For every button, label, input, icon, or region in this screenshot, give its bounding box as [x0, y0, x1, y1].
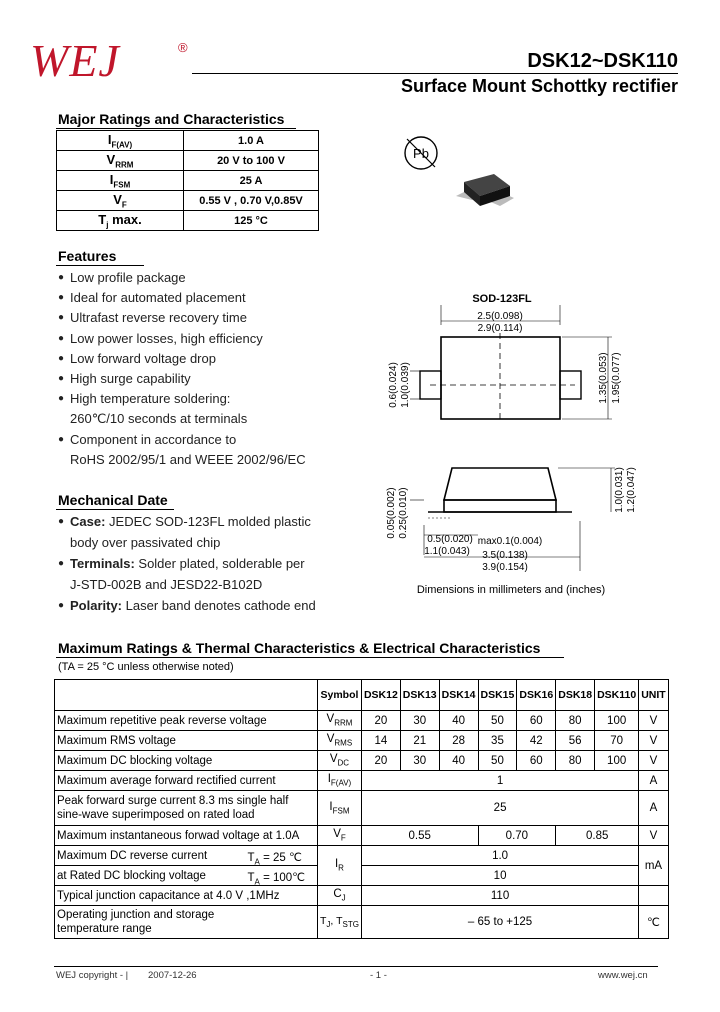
row-unit: V: [639, 711, 669, 731]
dim-body-height-max: 1.2(0.047): [626, 467, 637, 513]
header-rule: [192, 73, 678, 74]
dim-terminal-min: 0.05(0.002): [386, 487, 397, 539]
list-item: ● Terminals: Solder plated, solderable per: [58, 556, 305, 571]
row-description: Maximum RMS voltage: [55, 731, 318, 751]
major-ratings-table: [56, 130, 319, 231]
table-cell: – 65 to +125: [361, 906, 638, 939]
header-dsk12: DSK12: [361, 680, 400, 711]
table-row: [55, 826, 669, 846]
table-cell: 50: [478, 711, 517, 731]
features-list: [56, 268, 356, 470]
list-item: ● Ideal for automated placement: [58, 290, 246, 306]
row-description: Maximum average forward rectified current: [55, 771, 318, 791]
table-row: [55, 886, 669, 906]
dim-foot-min: 0.5(0.020): [427, 534, 473, 545]
row-description: Typical junction capacitance at 4.0 V ,1MHz: [55, 886, 318, 906]
row-symbol: $I_{F(AV)}$: [318, 771, 362, 791]
max-ratings-table: [54, 679, 669, 939]
pb-label: Pb: [413, 146, 429, 161]
footer-rule: [54, 966, 658, 967]
table-cell: 20: [361, 751, 400, 771]
list-item-continuation: body over passivated chip: [70, 535, 221, 550]
dim-lead-min: 0.6(0.024): [388, 362, 399, 408]
row-unit: mA: [639, 846, 669, 886]
table-cell: 14: [361, 731, 400, 751]
dim-lead-max: 1.0(0.039): [400, 362, 411, 408]
row-unit: V: [639, 826, 669, 846]
pb-free-icon: [398, 130, 444, 176]
dim-terminal-max: 0.25(0.010): [398, 487, 409, 539]
header-unit: UNIT: [639, 680, 669, 711]
table-cell: 60: [517, 751, 556, 771]
header-dsk15: DSK15: [478, 680, 517, 711]
package-name: SOD-123FL: [472, 293, 532, 305]
table-row: [55, 866, 669, 886]
table-cell: 10: [361, 866, 638, 886]
value-cell: 125 °C: [184, 211, 319, 231]
table-cell: 30: [400, 751, 439, 771]
symbol-cell: $V_F$: [57, 191, 184, 211]
row-symbol: $V_F$: [318, 826, 362, 846]
value-cell: 1.0 A: [184, 131, 319, 151]
mechanical-rule: [56, 509, 174, 510]
symbol-cell: $V_{RRM}$: [57, 151, 184, 171]
list-item-continuation: 260℃/10 seconds at terminals: [70, 411, 248, 427]
registered-mark: ®: [178, 40, 188, 55]
table-cell: 50: [478, 751, 517, 771]
row-symbol: $I_{FSM}$: [318, 791, 362, 826]
row-symbol: $V_{RMS}$: [318, 731, 362, 751]
product-subtitle: Surface Mount Schottky rectifier: [400, 76, 678, 96]
list-item: ● Low power losses, high efficiency: [58, 330, 263, 346]
row-symbol: $T_J$, $T_{STG}$: [318, 906, 362, 939]
row-description: Peak forward surge current 8.3 ms single half sine-wave superimposed on rated load: [55, 791, 318, 826]
header-dsk110: DSK110: [595, 680, 639, 711]
footer-copyright: WEJ copyright - |: [56, 970, 129, 981]
footer-page-number: - 1 -: [370, 970, 387, 981]
row-description: Maximum instantaneous forwad voltage at 1.0A: [55, 826, 318, 846]
value-cell: 25 A: [184, 171, 319, 191]
table-cell: 100: [595, 751, 639, 771]
row-unit: [639, 886, 669, 906]
dim-width-max: 2.9(0.114): [477, 323, 523, 334]
table-cell: 1: [361, 771, 638, 791]
mechanical-list: [56, 511, 356, 616]
table-cell: 42: [517, 731, 556, 751]
brand-logo: WEJ: [30, 35, 120, 86]
dim-max-clearance: max0.1(0.004): [477, 536, 543, 547]
table-row: [55, 906, 669, 939]
table-cell: 35: [478, 731, 517, 751]
table-cell: 20: [361, 711, 400, 731]
dim-width-min: 2.5(0.098): [477, 311, 523, 322]
list-item: ● Low forward voltage drop: [58, 350, 216, 366]
table-row: [55, 711, 669, 731]
package-dimension-drawing: [370, 285, 660, 605]
mechanical-heading: Mechanical Date: [58, 492, 168, 508]
row-description: Maximum DC blocking voltage: [55, 751, 318, 771]
list-item: ● Low profile package: [58, 270, 186, 285]
table-cell: 80: [556, 751, 595, 771]
table-row: [55, 751, 669, 771]
row-description: at Rated DC blocking voltage $T_A$ = 100℃: [55, 866, 318, 886]
table-row: [55, 771, 669, 791]
row-description: Maximum DC reverse current $T_A = 25$ ℃: [55, 846, 318, 866]
table-row: [57, 131, 319, 151]
max-ratings-rule: [56, 657, 564, 658]
table-header-row: [55, 680, 669, 711]
table-cell: 110: [361, 886, 638, 906]
major-ratings-rule: [56, 128, 296, 129]
table-cell: 40: [439, 711, 478, 731]
table-cell: 1.0: [361, 846, 638, 866]
max-ratings-heading: Maximum Ratings & Thermal Characteristics & Electrical Characteristics: [58, 640, 541, 656]
list-item: ● Case: JEDEC SOD-123FL molded plastic: [58, 514, 311, 529]
package-photo-icon: [444, 168, 524, 218]
table-cell: 30: [400, 711, 439, 731]
row-unit: ℃: [639, 906, 669, 939]
value-cell: 0.55 V , 0.70 V,0.85V: [184, 191, 319, 211]
dim-length-max: 3.9(0.154): [482, 562, 528, 573]
header-dsk13: DSK13: [400, 680, 439, 711]
temperature-note: (TA = 25 °C unless otherwise noted): [58, 661, 234, 673]
table-cell: 28: [439, 731, 478, 751]
list-item-continuation: J-STD-002B and JESD22-B102D: [70, 577, 263, 592]
table-row: [57, 151, 319, 171]
dim-body-height-min: 1.0(0.031): [614, 467, 625, 513]
part-number-title: DSK12~DSK110: [527, 50, 678, 72]
list-item-continuation: RoHS 2002/95/1 and WEEE 2002/96/EC: [70, 451, 306, 467]
dimension-caption: Dimensions in millimeters and (inches): [416, 584, 606, 596]
footer-website[interactable]: www.wej.cn: [598, 970, 648, 981]
row-description: Operating junction and storage temperature range: [55, 906, 318, 939]
table-cell: 80: [556, 711, 595, 731]
header-dsk14: DSK14: [439, 680, 478, 711]
dim-height-min: 1.35(0.053): [598, 352, 609, 404]
table-row: [55, 731, 669, 751]
list-item: ● Ultrafast reverse recovery time: [58, 310, 247, 326]
symbol-cell: $I_{F(AV)}$: [57, 131, 184, 151]
row-symbol: $V_{RRM}$: [318, 711, 362, 731]
symbol-cell: $I_{FSM}$: [57, 171, 184, 191]
table-cell: 0.85: [556, 826, 639, 846]
row-symbol: $V_{DC}$: [318, 751, 362, 771]
table-row: [55, 846, 669, 866]
list-item: ● High temperature soldering:: [58, 391, 231, 407]
list-item: ● High surge capability: [58, 371, 191, 387]
header-description: [55, 680, 318, 711]
row-description: Maximum repetitive peak reverse voltage: [55, 711, 318, 731]
table-cell: 0.55: [361, 826, 478, 846]
row-unit: V: [639, 731, 669, 751]
table-cell: 0.70: [478, 826, 556, 846]
dim-height-max: 1.95(0.077): [611, 352, 622, 404]
row-unit: A: [639, 771, 669, 791]
row-symbol: $I_R$: [318, 846, 362, 886]
list-item: ● Component in accordance to: [58, 431, 237, 447]
table-cell: 60: [517, 711, 556, 731]
dim-length-min: 3.5(0.138): [482, 550, 528, 561]
row-unit: V: [639, 751, 669, 771]
table-cell: 100: [595, 711, 639, 731]
list-item: ● Polarity: Laser band denotes cathode end: [58, 598, 316, 613]
features-heading: Features: [58, 248, 117, 264]
table-cell: 21: [400, 731, 439, 751]
table-cell: 40: [439, 751, 478, 771]
row-unit: A: [639, 791, 669, 826]
header-symbol: Symbol: [318, 680, 362, 711]
table-row: [57, 211, 319, 231]
features-rule: [56, 265, 144, 266]
dim-foot-max: 1.1(0.043): [424, 546, 470, 557]
table-row: [57, 171, 319, 191]
value-cell: 20 V to 100 V: [184, 151, 319, 171]
row-symbol: $C_J$: [318, 886, 362, 906]
major-ratings-heading: Major Ratings and Characteristics: [58, 111, 285, 127]
table-cell: 70: [595, 731, 639, 751]
header-dsk18: DSK18: [556, 680, 595, 711]
header-dsk16: DSK16: [517, 680, 556, 711]
footer-date: 2007-12-26: [148, 970, 197, 981]
table-row: [55, 791, 669, 826]
table-cell: 56: [556, 731, 595, 751]
table-cell: 25: [361, 791, 638, 826]
symbol-cell: $T_j$ max.: [57, 211, 184, 231]
table-row: [57, 191, 319, 211]
